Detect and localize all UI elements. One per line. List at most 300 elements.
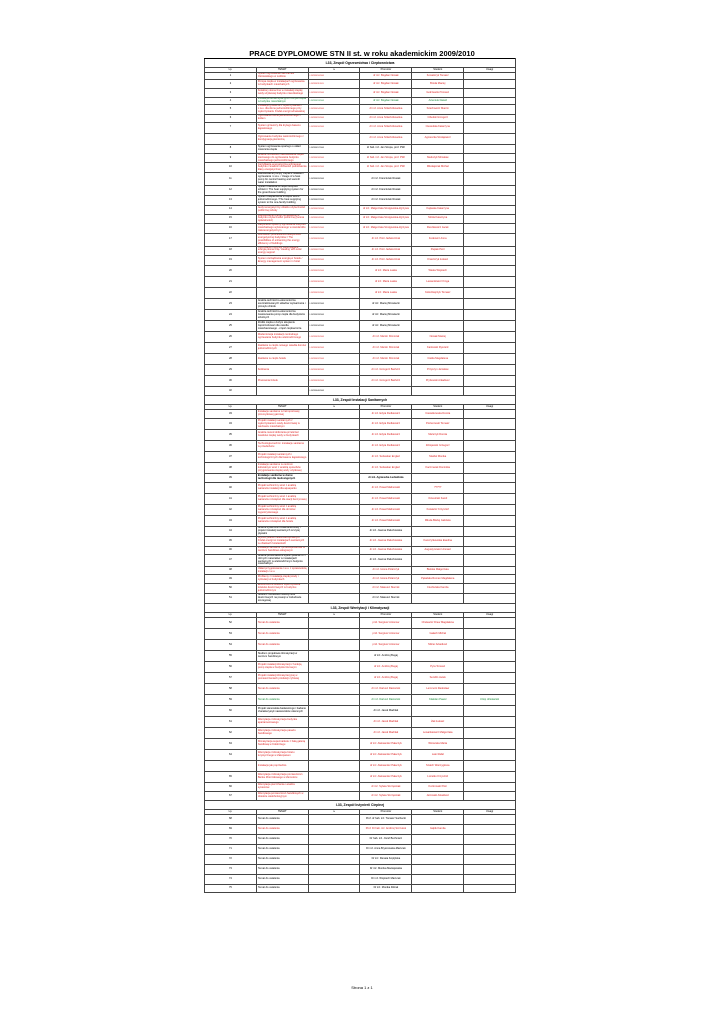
table-row	[205, 575, 516, 584]
cell-nr	[308, 835, 360, 845]
cell-student: Ciesielska Katarzyna	[412, 122, 464, 133]
cell-promotor: dr inż. Aleksander Pałeczyk	[360, 750, 412, 761]
cell-temat: Instalacje sanitarne w hali sportowej przemysłowej gazowej	[256, 410, 308, 419]
header-promotor: Promotor	[360, 810, 412, 815]
cell-lp: 35	[205, 430, 257, 441]
table-row	[205, 419, 516, 430]
cell-temat: Zastosowanie pompy ciepła w układach ogrzewania i c.w.u. / Usage of a heat pump for central heating and warmth water installation	[256, 173, 308, 186]
cell-temat: Ogrzewanie budynku wielorodzinnego z kondygnacją piwniczną	[256, 133, 308, 144]
cell-student: Lewandowicz Kinga	[412, 277, 464, 288]
cell-lp: 54	[205, 640, 257, 651]
cell-student: Chelewicz Drew Magdalena	[412, 618, 464, 629]
cell-uwagi	[464, 474, 516, 483]
header-lp: Lp.	[205, 613, 257, 618]
cell-student: Fedewicz Anna	[412, 233, 464, 246]
section-title: I-33, Zespół Instalacji Sanitarnych	[205, 396, 516, 405]
cell-lp: 70	[205, 835, 257, 845]
cell-temat: Instalacje sanitarne w domu technologii dla niedostępnych	[256, 474, 308, 483]
cell-lp: 33	[205, 410, 257, 419]
cell-student: Ciesielkowska Dorota	[412, 410, 464, 419]
cell-nr: I-33/2MS/22/2009	[308, 195, 360, 205]
cell-temat: Zasilanie w ciepło nowego osiedla domów jednorodzinnych	[256, 343, 308, 354]
cell-nr	[308, 825, 360, 835]
table-row	[205, 717, 516, 728]
table-row	[205, 321, 516, 332]
table-row	[205, 266, 516, 277]
cell-uwagi	[464, 761, 516, 772]
cell-uwagi	[464, 651, 516, 662]
header-student: Student	[412, 613, 464, 618]
header-student: Student	[412, 810, 464, 815]
table-row	[205, 618, 516, 629]
cell-uwagi	[464, 365, 516, 376]
cell-student: Wieka Wojciech	[412, 266, 464, 277]
table-row	[205, 365, 516, 376]
cell-nr: I-33/2MS/33/2009	[308, 310, 360, 321]
cell-uwagi	[464, 516, 516, 527]
cell-lp: 22	[205, 288, 257, 299]
cell-temat: Temat do ustalenia	[256, 684, 308, 695]
cell-student: Kraszczyk Łukasz	[412, 256, 464, 266]
table-row	[205, 332, 516, 343]
cell-uwagi	[464, 783, 516, 792]
section-title-row	[205, 59, 516, 68]
cell-lp: 24	[205, 310, 257, 321]
cell-promotor: Dr inż. Wojciech Mazurek	[360, 875, 412, 885]
cell-lp: 19	[205, 256, 257, 266]
cell-nr	[308, 728, 360, 739]
cell-lp: 20	[205, 266, 257, 277]
cell-uwagi	[464, 505, 516, 516]
cell-uwagi	[464, 792, 516, 801]
cell-uwagi	[464, 205, 516, 214]
cell-temat: Ekonomiczne studium wykorzystania ścieków deszczowych w budynku jednorodzinnym	[256, 584, 308, 594]
cell-temat: Zasilanie w ciepło hotelu	[256, 354, 308, 365]
cell-student: Karlowski Ryszard	[412, 343, 464, 354]
cell-lp: 27	[205, 343, 257, 354]
cell-nr: I-33/2MS/37/2009	[308, 354, 360, 365]
cell-nr	[308, 419, 360, 430]
header-student: Student	[412, 405, 464, 410]
cell-nr	[308, 845, 360, 855]
cell-nr	[308, 494, 360, 505]
cell-lp: 41	[205, 494, 257, 505]
table-row	[205, 845, 516, 855]
cell-temat: Wentylacja i klimatyzacja pasażu handlowego	[256, 728, 308, 739]
table-row	[205, 376, 516, 387]
cell-uwagi	[464, 144, 516, 153]
header-promotor: Promotor	[360, 613, 412, 618]
cell-uwagi	[464, 706, 516, 717]
cell-lp: 25	[205, 321, 257, 332]
cell-student: Lato Rafał	[412, 750, 464, 761]
cell-temat: Analiza techniczno-ekonomiczna scentralizowanych układów wytwarzania i przesyłu chłodu	[256, 299, 308, 310]
table-row	[205, 527, 516, 537]
cell-student: Milcer Arkadiusz	[412, 640, 464, 651]
cell-promotor: dr inż. Bogdan Nowak	[360, 73, 412, 80]
cell-lp: 37	[205, 452, 257, 463]
cell-nr: I-33/2MS/27/2009	[308, 246, 360, 256]
cell-student: Winiarska Marta	[412, 739, 464, 750]
cell-student: Kłaśdan Paweł	[412, 695, 464, 706]
cell-temat: System grzewczy dla krytego basenu kąpielowego	[256, 122, 308, 133]
cell-student: Kowalczyk Tomasz	[412, 73, 464, 80]
cell-nr	[308, 575, 360, 584]
table-row	[205, 728, 516, 739]
cell-nr	[308, 651, 360, 662]
cell-temat: Klimatyzacja supermarketu z halą galerią handlową w Kołobrzegu	[256, 739, 308, 750]
cell-lp: 39	[205, 474, 257, 483]
table-row	[205, 256, 516, 266]
cell-nr	[308, 629, 360, 640]
cell-nr	[308, 640, 360, 651]
cell-temat: Technologia kuchni i instalacje sanitarne w przedszkolu	[256, 441, 308, 452]
cell-student: Ciekła Magdalena	[412, 354, 464, 365]
header-uwagi: Uwagi	[464, 613, 516, 618]
cell-promotor: dr inż. Joanna Pałuchowska	[360, 546, 412, 554]
cell-student: Szatch Wierzygłowa	[412, 761, 464, 772]
cell-nr: I-33/2MS/10/2009	[308, 73, 360, 80]
cell-uwagi	[464, 266, 516, 277]
cell-temat: Studium możliwości retencji wód deszczowych na posesji w zabudowie szeregowej	[256, 594, 308, 604]
cell-temat: Projekt techniczny wraz z analizą warianów rozwiązań dla obrotów wypoczynkowego	[256, 505, 308, 516]
cell-uwagi	[464, 376, 516, 387]
cell-uwagi	[464, 186, 516, 196]
cell-promotor: dr inż. Bogdan Nowak	[360, 98, 412, 105]
cell-nr: I-33/2MS/13/2009	[308, 98, 360, 105]
cell-temat: Instalacja ekowentylacyjna i odzysk ciepła w budynku mieszkalnym	[256, 98, 308, 105]
header-uwagi: Uwagi	[464, 405, 516, 410]
cell-temat: Analiza porównawcza wykorzystania rur z różnych materiałów w instalacjach sanitarnych w wielorodzinnym budynku mieszkalnym	[256, 554, 308, 567]
cell-nr	[308, 594, 360, 604]
cell-promotor: dr inż. Sylwia Szczęśniak	[360, 792, 412, 801]
table-row	[205, 430, 516, 441]
table-row	[205, 233, 516, 246]
cell-promotor: dr inż. Joanna Pałuchowska	[360, 527, 412, 537]
cell-temat: Problemy z instalacją ciepłej wody i cyrkulacji w budynkach	[256, 575, 308, 584]
cell-uwagi	[464, 98, 516, 105]
cell-uwagi	[464, 410, 516, 419]
cell-student: Mańczyk Dorota	[412, 430, 464, 441]
cell-student: Kanczyńkowska Ewelina	[412, 537, 464, 547]
cell-uwagi	[464, 153, 516, 163]
cell-lp: 69	[205, 825, 257, 835]
cell-promotor: dr inż. Paweł Malinowski	[360, 483, 412, 494]
cell-promotor: dr inż. Grzegorz Bachórz	[360, 376, 412, 387]
cell-promotor: dr inż. Marcin Klimczak	[360, 343, 412, 354]
cell-student: Jeżowski Arkadiusz	[412, 792, 464, 801]
table-row	[205, 299, 516, 310]
cell-student	[412, 865, 464, 875]
page-title: PRACE DYPLOMOWE STN II st. w roku akademickim 2009/2010	[249, 49, 475, 58]
cell-lp: 36	[205, 441, 257, 452]
cell-student: Żak Łukasz	[412, 717, 464, 728]
cell-temat: Projekt instalacji sanitarnych z wykorzystaniem wody deszczowej w wieżowcu mieszkalnym	[256, 419, 308, 430]
table-row	[205, 410, 516, 419]
cell-temat: Temat do ustalenia	[256, 855, 308, 865]
cell-promotor: dr inż. Edyta Dudkiewicz	[360, 430, 412, 441]
cell-student	[412, 474, 464, 483]
cell-temat	[256, 288, 308, 299]
cell-temat: Instalacje jak poprzednio	[256, 761, 308, 772]
cell-nr	[308, 618, 360, 629]
cell-student	[412, 321, 464, 332]
cell-lp: 50	[205, 584, 257, 594]
cell-student: Gąbik Kamila	[412, 825, 464, 835]
cell-promotor: Dr inż. Anna Bryszewska-Mazurek	[360, 845, 412, 855]
header-promotor: Promotor	[360, 405, 412, 410]
cell-promotor: prof. Sergiusz Antonow	[360, 629, 412, 640]
cell-uwagi	[464, 739, 516, 750]
table-row	[205, 224, 516, 234]
cell-promotor: dr hab. inż. Jan Szopa, prof. PWr	[360, 163, 412, 173]
cell-promotor: dr inż. Agnieszka Ludwińska	[360, 474, 412, 483]
cell-nr	[308, 133, 360, 144]
cell-student	[412, 594, 464, 604]
cell-temat: Studium projektowe klimatyzacji w centrum handlowym	[256, 651, 308, 662]
section-title: I-33, Zespół Wentylacji i Klimatyzacji	[205, 604, 516, 613]
cell-lp: 67	[205, 792, 257, 801]
cell-nr	[308, 567, 360, 575]
thesis-table-body	[205, 59, 516, 893]
cell-nr	[308, 505, 360, 516]
cell-promotor: dr inż. Małgorzata Szulgowska-Zgrzywa	[360, 205, 412, 214]
table-row	[205, 640, 516, 651]
cell-temat: Ogrzewanie budynku wspomagane energią słoneczną / Heating with solar energy support	[256, 246, 308, 256]
cell-student: Pyra Tomasz	[412, 662, 464, 673]
cell-lp: 60	[205, 706, 257, 717]
header-lp: Lp.	[205, 405, 257, 410]
cell-temat: Kotłownia	[256, 365, 308, 376]
cell-lp: 5	[205, 105, 257, 115]
header-temat: TEMAT	[256, 613, 308, 618]
cell-nr	[308, 430, 360, 441]
cell-temat: Źródło ciepła o dużym skupieniu zapotrzebowań dla osiedla mieszkaniowego - część ciepłownicza	[256, 321, 308, 332]
cell-student: Papiak Piotr	[412, 246, 464, 256]
cell-lp: 66	[205, 783, 257, 792]
cell-lp: 26	[205, 332, 257, 343]
cell-student: Lemmont Radosław	[412, 684, 464, 695]
cell-promotor: dr inż. Piotr Jadwiszczak	[360, 233, 412, 246]
header-uwagi: Uwagi	[464, 810, 516, 815]
table-row	[205, 441, 516, 452]
cell-nr	[308, 554, 360, 567]
header-temat: TEMAT	[256, 810, 308, 815]
cell-student: Kulaiwicz Krzysztof	[412, 505, 464, 516]
cell-uwagi	[464, 865, 516, 875]
cell-temat	[256, 277, 308, 288]
header-lp: Lp.	[205, 810, 257, 815]
cell-nr	[308, 739, 360, 750]
cell-student: Kołodziejczyk Tomasz	[412, 288, 464, 299]
cell-uwagi	[464, 343, 516, 354]
table-row	[205, 855, 516, 865]
cell-temat: Pompa ciepła w instalacjach ogrzewania w budynkach mieszkalnych	[256, 80, 308, 89]
section-title: I-33, Zespół Inżynierii Cieplnej	[205, 801, 516, 810]
cell-lp: 44	[205, 527, 257, 537]
cell-nr	[308, 717, 360, 728]
cell-promotor: dr inż. Jacek Madrlak	[360, 706, 412, 717]
cell-lp: 14	[205, 205, 257, 214]
header-promotor: Promotor	[360, 68, 412, 73]
cell-student	[412, 299, 464, 310]
table-row	[205, 354, 516, 365]
cell-lp: 59	[205, 695, 257, 706]
cell-temat: Projekt techniczny wraz z analizą warianów instalacji dla aquaparku	[256, 483, 308, 494]
cell-lp: 64	[205, 750, 257, 761]
section-title: I-33, Zespół Ogrzewnictwa i Ciepłownictwa	[205, 59, 516, 68]
table-row	[205, 483, 516, 494]
cell-lp: 43	[205, 516, 257, 527]
cell-promotor: dr inż. Iwona Polarczyk	[360, 575, 412, 584]
cell-lp: 32	[205, 387, 257, 396]
cell-lp: 13	[205, 195, 257, 205]
cell-uwagi	[464, 885, 516, 893]
cell-nr: I-33/2MS/26/2009	[308, 233, 360, 246]
cell-uwagi	[464, 441, 516, 452]
cell-student	[412, 527, 464, 537]
cell-promotor: dr inż. Anna Szlachcikowska	[360, 133, 412, 144]
cell-lp: 34	[205, 419, 257, 430]
cell-nr	[308, 441, 360, 452]
cell-lp: 71	[205, 845, 257, 855]
cell-promotor: dr inż. Aleksander Pałeczyk	[360, 772, 412, 783]
table-row	[205, 205, 516, 214]
cell-uwagi	[464, 463, 516, 474]
table-row	[205, 80, 516, 89]
cell-promotor: Prof. dr hab. inż. Tomasz Suchecki	[360, 815, 412, 825]
cell-student: Ociesiński Kamil	[412, 494, 464, 505]
cell-temat: Temat do ustalenia	[256, 695, 308, 706]
cell-temat: Kolektory słoneczne w instalacji ciepłej wody użytkowej budynku mieszkalnego	[256, 89, 308, 98]
cell-student: Mikołajczak Michał	[412, 163, 464, 173]
cell-uwagi	[464, 277, 516, 288]
table-row	[205, 695, 516, 706]
cell-student: Cibelski Grzegorz	[412, 114, 464, 122]
cell-uwagi	[464, 594, 516, 604]
cell-student	[412, 651, 464, 662]
cell-temat: Temat do ustalenia	[256, 825, 308, 835]
cell-uwagi	[464, 73, 516, 80]
cell-promotor: dr inż. Dariusz Rastoński	[360, 684, 412, 695]
cell-nr: I-33/2MS/14/2009	[308, 105, 360, 115]
cell-uwagi	[464, 835, 516, 845]
cell-temat: Możliwości podniesienia efektywności energetycznej budynków / The possibilities of enhancing the energy efficiency of buildings	[256, 233, 308, 246]
table-row	[205, 186, 516, 196]
cell-student: Ruszkiewicz Jacek	[412, 224, 464, 234]
cell-temat: Wentylacja pierzchania i analiza systemów	[256, 783, 308, 792]
section-title-row	[205, 396, 516, 405]
cell-uwagi	[464, 750, 516, 761]
cell-temat: Instalacje sanitarne i przeciwpożarowe w centrum handlowo-usługowym	[256, 546, 308, 554]
cell-promotor: dr inż. Franciszek Rusiak	[360, 186, 412, 196]
cell-lp: 10	[205, 163, 257, 173]
cell-student: Mikuła Błażej Gabriela	[412, 516, 464, 527]
cell-uwagi	[464, 452, 516, 463]
table-row	[205, 463, 516, 474]
cell-promotor: dr inż. Andrzej Bugaj	[360, 651, 412, 662]
cell-promotor: dr inż. Jacek Madrlak	[360, 717, 412, 728]
cell-nr	[308, 483, 360, 494]
cell-lp: 8	[205, 144, 257, 153]
cell-student	[412, 885, 464, 893]
cell-promotor: dr inż. Paweł Malinowski	[360, 494, 412, 505]
cell-temat: Analiza możliwości zastosowania ciepła sieciowego do ogrzewania budynku mieszkalnego jednorodzinnego	[256, 153, 308, 163]
cell-lp	[205, 761, 257, 772]
table-row	[205, 750, 516, 761]
cell-nr: I-33/2MS/25/2009	[308, 224, 360, 234]
cell-promotor: dr inż. Joanna Pałuchowska	[360, 537, 412, 547]
cell-temat: Projekt instalacji sanitarnych i technologicznych dla basenu kąpielowego	[256, 452, 308, 463]
cell-nr: I-33/2MS/32/2009	[308, 299, 360, 310]
cell-lp: 7	[205, 122, 257, 133]
table-row	[205, 537, 516, 547]
cell-nr: I-33/2MS/35/2009	[308, 332, 360, 343]
cell-uwagi	[464, 567, 516, 575]
cell-promotor: dr inż. Dariusz Rastoński	[360, 695, 412, 706]
cell-uwagi	[464, 430, 516, 441]
cell-lp: 65	[205, 772, 257, 783]
table-row	[205, 73, 516, 80]
cell-promotor: dr inż. Joanna Pałuchowska	[360, 554, 412, 567]
cell-promotor: dr inż. Marcin Klimczak	[360, 332, 412, 343]
cell-promotor: dr hab. inż. Jan Szopa, prof. PWr	[360, 144, 412, 153]
cell-temat: Temat do ustalenia	[256, 865, 308, 875]
table-row	[205, 651, 516, 662]
cell-student	[412, 387, 464, 396]
cell-promotor: dr inż. Paweł Malinowski	[360, 505, 412, 516]
cell-uwagi	[464, 618, 516, 629]
table-row	[205, 825, 516, 835]
cell-uwagi	[464, 855, 516, 865]
cell-nr	[308, 452, 360, 463]
header-temat: TEMAT	[256, 68, 308, 73]
cell-uwagi	[464, 537, 516, 547]
cell-lp: 61	[205, 717, 257, 728]
cell-lp: 18	[205, 246, 257, 256]
cell-uwagi	[464, 288, 516, 299]
cell-uwagi	[464, 640, 516, 651]
cell-promotor: dr inż. Marcin Klimczak	[360, 354, 412, 365]
cell-uwagi: Urlop dziekański	[464, 695, 516, 706]
cell-nr	[308, 761, 360, 772]
cell-uwagi	[464, 105, 516, 115]
table-row	[205, 195, 516, 205]
cell-promotor: dr inż. Bogdan Nowak	[360, 89, 412, 98]
cell-temat: System ogrzewania opartego o układ mieszania ciepła	[256, 144, 308, 153]
cell-nr	[308, 783, 360, 792]
cell-uwagi	[464, 246, 516, 256]
cell-lp: 38	[205, 463, 257, 474]
cell-promotor: dr inż. Andrzej Bugaj	[360, 673, 412, 684]
cell-lp: 2	[205, 80, 257, 89]
cell-uwagi	[464, 875, 516, 885]
thesis-table-container	[204, 58, 516, 893]
cell-lp: 6	[205, 114, 257, 122]
cell-nr: I-33/2MS/36/2009	[308, 343, 360, 354]
cell-lp: 28	[205, 354, 257, 365]
cell-nr: I-33/2MS/21/2009	[308, 186, 360, 196]
table-row	[205, 288, 516, 299]
cell-temat: Temat do ustalenia	[256, 629, 308, 640]
cell-lp: 52	[205, 618, 257, 629]
cell-temat: Analiza systemów uzdatniania wody i projekt instalacji sanitarnych w krytej pływalni	[256, 527, 308, 537]
cell-lp: 72	[205, 855, 257, 865]
table-row	[205, 98, 516, 105]
cell-temat: Temat do ustalenia	[256, 815, 308, 825]
cell-lp: 46	[205, 546, 257, 554]
cell-student: Gałach Michał	[412, 629, 464, 640]
